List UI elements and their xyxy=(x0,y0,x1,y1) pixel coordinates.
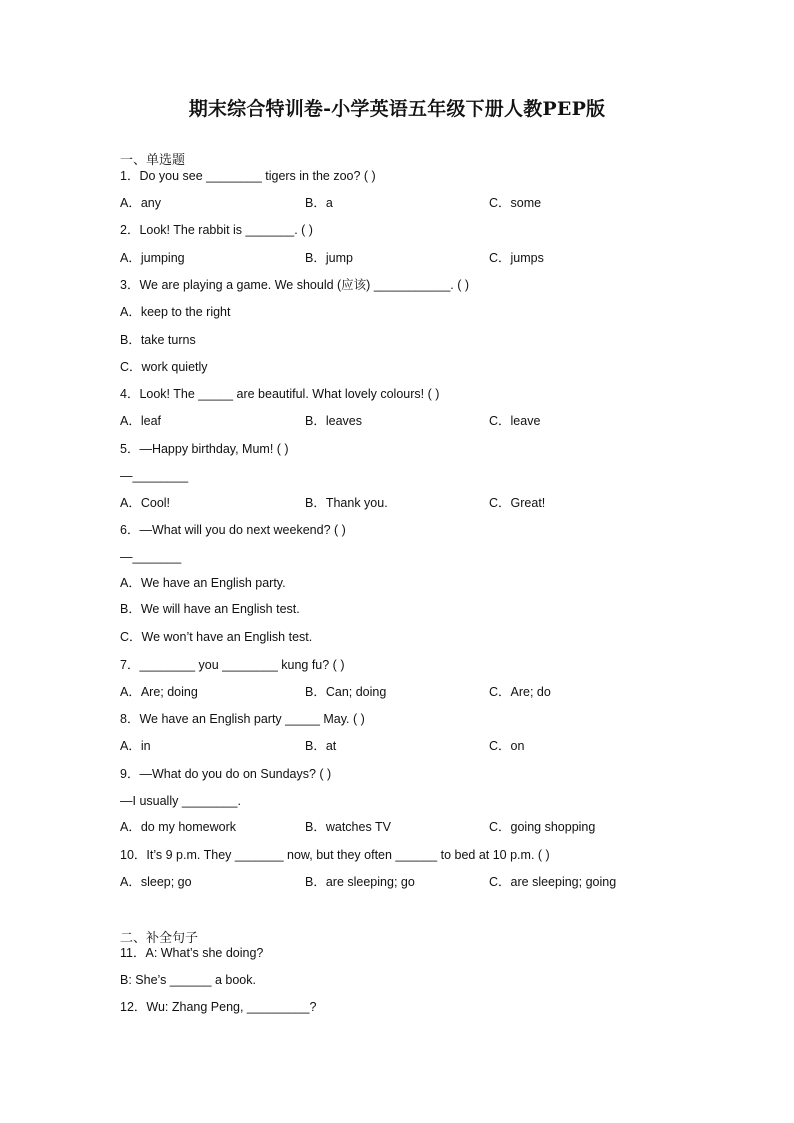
question-10: 10．It’s 9 p.m. They _______ now, but they often ______ to bed at 10 p.m. ( ) xyxy=(120,848,550,862)
section-heading-single-choice: 一、单选题 xyxy=(120,152,186,167)
q4-option-a: A．leaf xyxy=(120,414,161,428)
q5-reply: —________ xyxy=(120,469,189,483)
question-11: 11．A: What’s she doing? xyxy=(120,946,264,960)
q10-option-a: A．sleep; go xyxy=(120,875,192,889)
question-2: 2．Look! The rabbit is _______. ( ) xyxy=(120,223,313,237)
q7-option-c: C．Are; do xyxy=(489,685,551,699)
q3-option-c: C．work quietly xyxy=(120,360,208,374)
q3-option-a: A．keep to the right xyxy=(120,305,231,319)
q5-option-a: A．Cool! xyxy=(120,496,171,510)
question-12: 12．Wu: Zhang Peng, _________? xyxy=(120,1000,317,1014)
question-8: 8．We have an English party _____ May. ( ) xyxy=(120,712,365,726)
question-3: 3．We are playing a game. We should (应该) ___________. ( ) xyxy=(120,278,470,292)
q3-option-b: B．take turns xyxy=(120,333,196,347)
q9-option-b: B．watches TV xyxy=(305,820,391,834)
q4-option-c: C．leave xyxy=(489,414,541,428)
question-6: 6．—What will you do next weekend? ( ) xyxy=(120,523,346,537)
q9-option-c: C．going shopping xyxy=(489,820,596,834)
q6-option-c: C．We won’t have an English test. xyxy=(120,630,313,644)
q5-option-c: C．Great! xyxy=(489,496,546,510)
question-7: 7．________ you ________ kung fu? ( ) xyxy=(120,658,345,672)
q2-option-a: A．jumping xyxy=(120,251,185,265)
q1-option-c: C．some xyxy=(489,196,542,210)
question-4: 4．Look! The _____ are beautiful. What lovely colours! ( ) xyxy=(120,387,440,401)
q2-option-c: C．jumps xyxy=(489,251,544,265)
q8-option-c: C．on xyxy=(489,739,525,753)
question-5: 5．—Happy birthday, Mum! ( ) xyxy=(120,442,289,456)
q1-option-a: A．any xyxy=(120,196,161,210)
q10-option-c: C．are sleeping; going xyxy=(489,875,617,889)
q6-reply: —_______ xyxy=(120,550,182,564)
q8-option-b: B．at xyxy=(305,739,337,753)
q11-line-b: B: She’s ______ a book. xyxy=(120,973,256,987)
question-1: 1．Do you see ________ tigers in the zoo? ( ) xyxy=(120,169,376,183)
q9-option-a: A．do my homework xyxy=(120,820,237,834)
q5-option-b: B．Thank you. xyxy=(305,496,388,510)
q4-option-b: B．leaves xyxy=(305,414,362,428)
q9-reply: —I usually ________. xyxy=(120,794,241,808)
page-title: 期末综合特训卷-小学英语五年级下册人教PEP版 xyxy=(188,98,606,120)
q2-option-b: B．jump xyxy=(305,251,353,265)
q8-option-a: A．in xyxy=(120,739,151,753)
q6-option-a: A．We have an English party. xyxy=(120,576,286,590)
q7-option-a: A．Are; doing xyxy=(120,685,198,699)
question-9: 9．—What do you do on Sundays? ( ) xyxy=(120,767,332,781)
q10-option-b: B．are sleeping; go xyxy=(305,875,415,889)
q7-option-b: B．Can; doing xyxy=(305,685,387,699)
q6-option-b: B．We will have an English test. xyxy=(120,602,300,616)
section-heading-complete-sentences: 二、补全句子 xyxy=(120,930,199,945)
q1-option-b: B．a xyxy=(305,196,333,210)
